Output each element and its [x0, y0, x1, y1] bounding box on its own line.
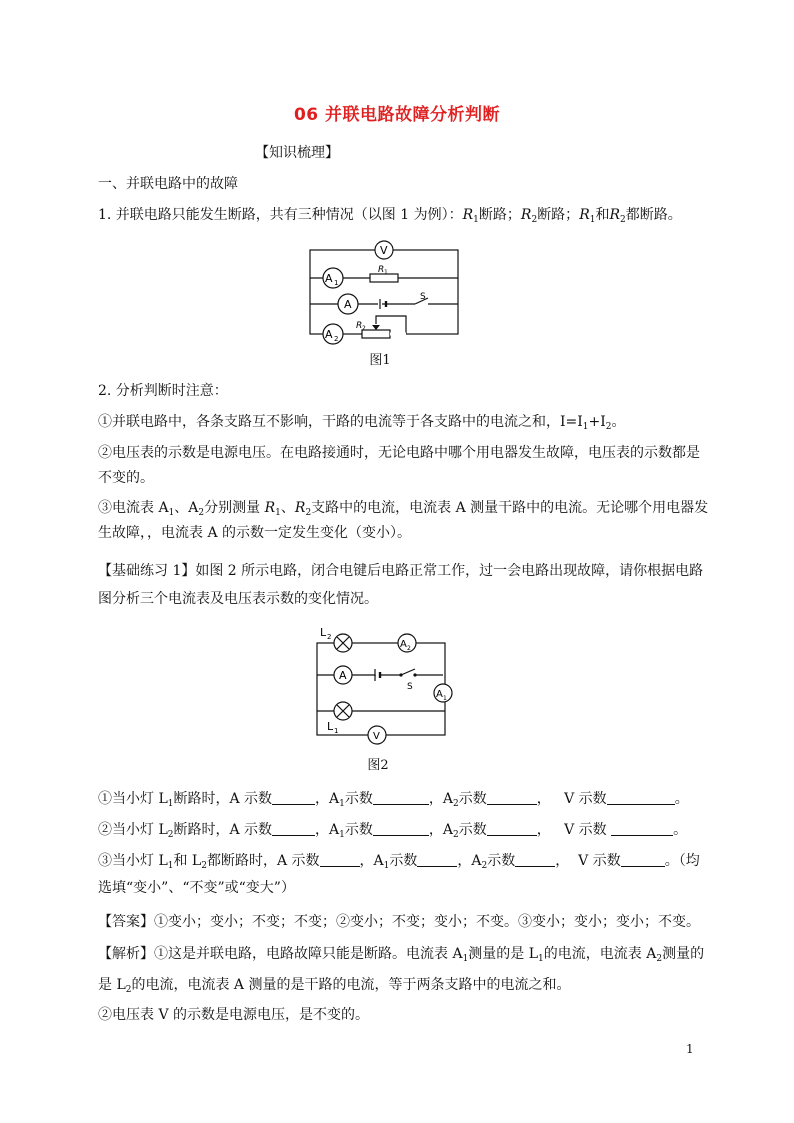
answer-line: 【答案】①变小；变小；不变；不变；②变小；不变；变小；不变。③变小；变小；变小；不变。 [98, 914, 700, 930]
svg-text:R: R [378, 265, 385, 275]
svg-text:1: 1 [334, 727, 339, 735]
answer-blank[interactable] [272, 790, 315, 805]
exercise-1-line-2: 图分析三个电流表及电压表示数的变化情况。 [98, 591, 378, 607]
svg-text:S: S [420, 292, 426, 302]
answer-blank[interactable] [417, 852, 457, 867]
svg-text:1: 1 [334, 279, 339, 287]
note-3-line-2: 生故障，，电流表 A 的示数一定发生变化（变小）。 [98, 525, 412, 541]
exercise-1-line-1: 【基础练习 1】如图 2 所示电路，闭合电键后电路正常工作，过一会电路出现故障，请你根据电路 [98, 563, 704, 579]
svg-text:A: A [325, 272, 333, 285]
svg-text:S: S [407, 682, 413, 692]
svg-text:2: 2 [327, 633, 332, 641]
answer-blank[interactable] [272, 821, 315, 836]
page-number: 1 [686, 1042, 694, 1056]
answer-blank[interactable] [487, 821, 537, 836]
note-1: ①并联电路中，各条支路互不影响，干路的电流等于各支路中的电流之和，$I=I_1+I_2$。 [98, 414, 626, 432]
page-title: 06 并联电路故障分析判断 [293, 105, 501, 125]
paragraph-2: 2. 分析判断时注意： [98, 383, 228, 399]
section-label: 【知识梳理】 [255, 145, 339, 161]
svg-text:A: A [344, 298, 352, 311]
svg-text:L: L [327, 720, 334, 733]
answer-blank[interactable] [320, 852, 360, 867]
figure-2-caption: 图2 [367, 758, 389, 773]
circuit-figure-2 [305, 623, 465, 753]
heading-1: 一、并联电路中的故障 [98, 176, 238, 192]
question-3-note: 选填“变小”、“不变”或“变大”） [98, 880, 295, 896]
svg-text:1: 1 [443, 695, 447, 702]
analysis-line-1: 【解析】①这是并联电路，电路故障只能是断路。电流表 $A_1$测量的是 $L_1$的电流，电流表 $A_2$测量的 [98, 946, 705, 964]
svg-text:1: 1 [384, 269, 388, 276]
note-2-line-1: ②电压表的示数是电源电压。在电路接通时，无论电路中哪个用电器发生故障，电压表的示数都是 [98, 445, 700, 461]
paragraph-1: 1. 并联电路只能发生断路，共有三种情况（以图 1 为例）：$R_1$断路；$R_2$断路；$R_1$和$R_2$都断路。 [98, 207, 682, 225]
answer-blank[interactable] [373, 790, 429, 805]
question-1: ①当小灯 $L_1$断路时，A 示数 ，$A_1$示数 ，$A_2$示数 ， V 示数 。 [98, 791, 689, 809]
answer-blank[interactable] [373, 821, 429, 836]
figure-1-caption: 图1 [369, 353, 391, 368]
svg-text:V: V [380, 244, 388, 257]
svg-text:2: 2 [334, 335, 339, 343]
svg-text:2: 2 [407, 645, 411, 652]
circuit-figure-1 [300, 236, 470, 348]
svg-text:A: A [325, 328, 333, 341]
analysis-line-2: 是 $L_2$的电流，电流表 A 测量的是干路的电流，等于两条支路中的电流之和。 [98, 977, 571, 995]
answer-blank[interactable] [611, 821, 673, 836]
answer-blank[interactable] [607, 790, 675, 805]
svg-text:R: R [356, 321, 363, 331]
note-2-line-2: 不变的。 [98, 470, 154, 486]
svg-text:A: A [339, 669, 347, 682]
svg-text:A: A [400, 639, 407, 650]
svg-text:V: V [373, 731, 380, 742]
question-2: ②当小灯 $L_2$断路时，A 示数 ，$A_1$示数 ，$A_2$示数 ， V 示数 。 [98, 822, 688, 840]
answer-blank[interactable] [621, 852, 665, 867]
svg-text:A: A [436, 689, 443, 700]
svg-text:2: 2 [362, 325, 366, 332]
answer-blank[interactable] [515, 852, 555, 867]
question-3: ③当小灯 $L_1$和 $L_2$都断路时，A 示数 ，$A_1$示数 ，$A_2$示数 ， V 示数 。（均 [98, 853, 700, 871]
svg-text:L: L [320, 626, 327, 639]
note-3-line-1: ③电流表 $A_1$、$A_2$分别测量 $R_1$、$R_2$支路中的电流，电流表 A 测量干路中的电流。无论哪个用电器发 [98, 500, 709, 518]
answer-blank[interactable] [487, 790, 537, 805]
analysis-line-3: ②电压表 V 的示数是电源电压，是不变的。 [98, 1007, 370, 1023]
